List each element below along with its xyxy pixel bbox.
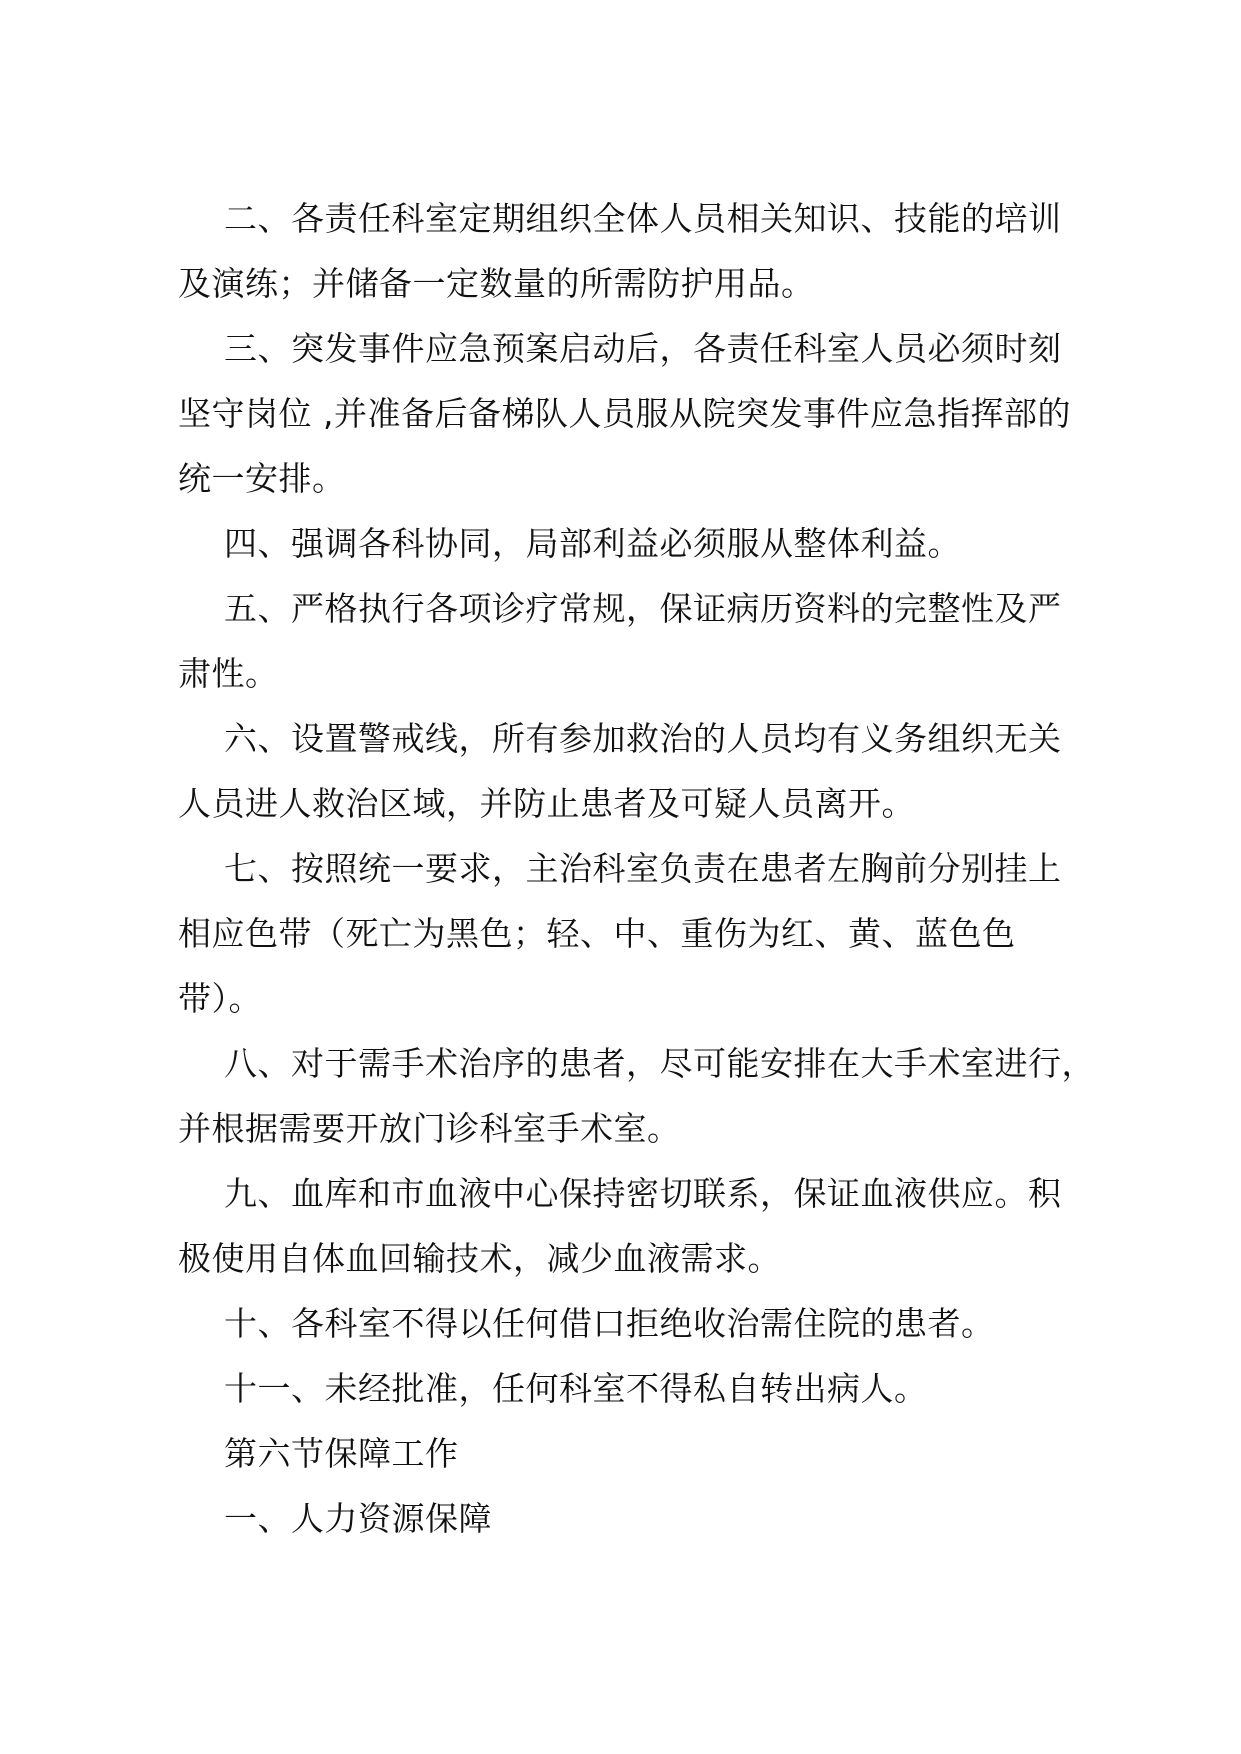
paragraph-line: 及演练；并储备一定数量的所需防护用品。	[178, 264, 815, 303]
paragraph-line: 并根据需要开放门诊科室手术室。	[178, 1109, 681, 1148]
section-heading: 第六节保障工作	[224, 1434, 459, 1473]
paragraph-line: 坚守岗位 ,并准备后备梯队人员服从院突发事件应急指挥部的	[178, 394, 1071, 433]
paragraph-line: 三、突发事件应急预案启动后，各责任科室人员必须时刻	[224, 329, 1062, 368]
paragraph-line: 六、设置警戒线，所有参加救治的人员均有义务组织无关	[224, 719, 1062, 758]
paragraph-line: 统一安排。	[178, 459, 346, 498]
paragraph-line: 带）。	[178, 979, 262, 1018]
paragraph-line: 十一、未经批准，任何科室不得私自转出病人。	[224, 1369, 928, 1408]
paragraph-line: 九、血库和市血液中心保持密切联系，保证血液供应。积	[224, 1174, 1062, 1213]
paragraph-line: 人员进人救治区域，并防止患者及可疑人员离开。	[178, 784, 915, 823]
paragraph-line: 相应色带（死亡为黑色；轻、中、重伤为红、黄、蓝色色	[178, 914, 1016, 953]
paragraph-line: 二、各责任科室定期组织全体人员相关知识、技能的培训	[224, 199, 1062, 238]
subsection-heading: 一、人力资源保障	[224, 1499, 492, 1538]
paragraph-line: 四、强调各科协同，局部利益必须服从整体利益。	[224, 524, 961, 563]
paragraph-line: 五、严格执行各项诊疗常规，保证病历资料的完整性及严	[224, 589, 1062, 628]
paragraph-line: 七、按照统一要求，主治科室负责在患者左胸前分别挂上	[224, 849, 1062, 888]
paragraph-line: 十、各科室不得以任何借口拒绝收治需住院的患者。	[224, 1304, 995, 1343]
document-page	[178, 186, 1095, 1551]
paragraph-line: 八、对于需手术治序的患者，尽可能安排在大手术室进行，	[224, 1044, 1095, 1083]
paragraph-line: 肃性。	[178, 654, 279, 693]
paragraph-line: 极使用自体血回输技术，减少血液需求。	[178, 1239, 781, 1278]
